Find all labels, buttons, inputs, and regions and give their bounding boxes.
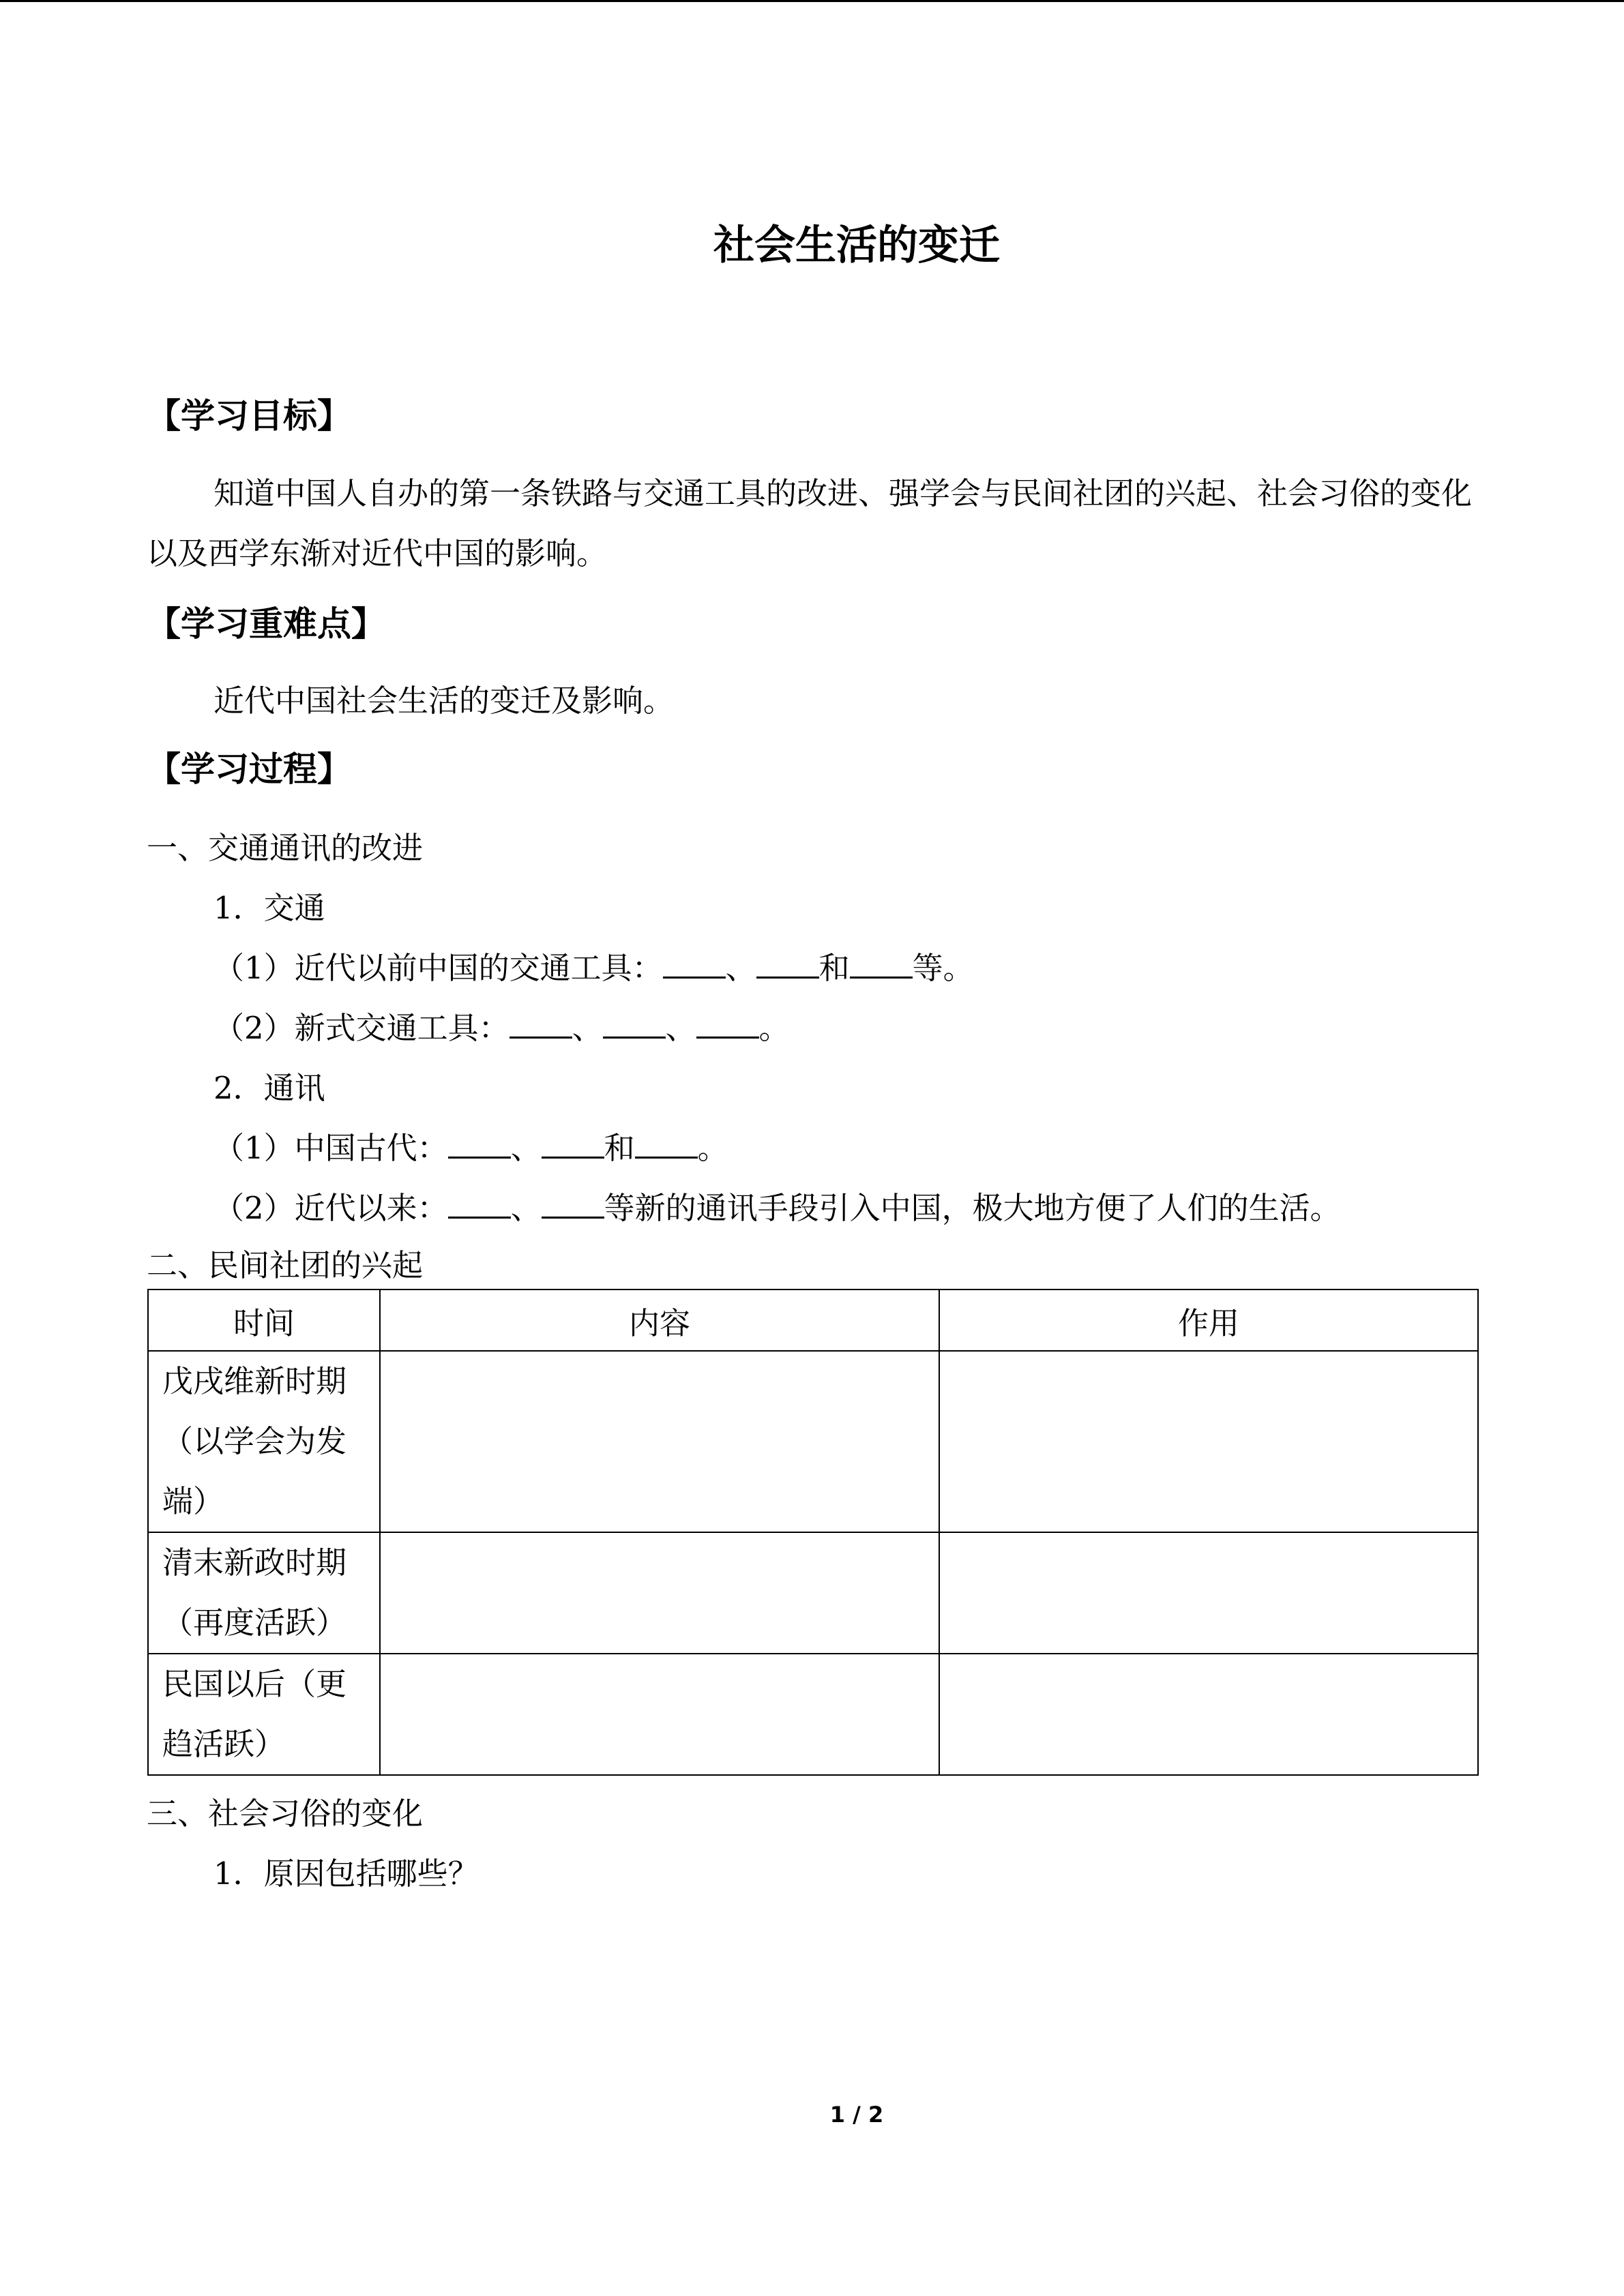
answer-blank[interactable] <box>663 949 726 979</box>
transport-q2-suffix: 。 <box>758 1010 790 1046</box>
row-effect-cell[interactable] <box>939 1351 1478 1532</box>
communication-q2-prefix: （2）近代以来： <box>213 1190 448 1226</box>
part1-sub-communication: 2．通讯 <box>213 1070 325 1106</box>
row-effect-cell[interactable] <box>939 1532 1478 1654</box>
row-effect-cell[interactable] <box>939 1654 1478 1775</box>
answer-blank[interactable] <box>448 1129 511 1159</box>
row-content-cell[interactable] <box>380 1654 939 1775</box>
part3-title: 三、社会习俗的变化 <box>147 1795 424 1832</box>
table-row <box>148 1654 1478 1775</box>
header-time: 时间 <box>148 1289 380 1351</box>
transport-q2 <box>213 998 790 1058</box>
answer-blank[interactable] <box>542 1189 604 1219</box>
part1-title: 一、交通通讯的改进 <box>147 830 424 866</box>
answer-blank[interactable] <box>756 949 819 979</box>
answer-blank[interactable] <box>448 1189 511 1219</box>
separator: 、 <box>725 950 756 986</box>
row-time-cell: 戊戌维新时期（以学会为发端） <box>148 1351 380 1532</box>
communication-q1-suffix: 。 <box>697 1130 728 1166</box>
separator: 和 <box>818 950 850 986</box>
separator: 、 <box>510 1190 542 1226</box>
communication-q1 <box>213 1118 728 1178</box>
answer-blank[interactable] <box>510 1009 572 1039</box>
transport-q2-prefix: （2）新式交通工具： <box>213 1010 510 1046</box>
part2-title: 二、民间社团的兴起 <box>147 1247 424 1283</box>
communication-q2 <box>213 1178 1341 1238</box>
header-effect: 作用 <box>939 1289 1478 1351</box>
table-row <box>148 1351 1478 1532</box>
separator: 、 <box>572 1010 603 1046</box>
page-top-border <box>0 0 1624 2</box>
part1-sub-transport: 1．交通 <box>213 890 325 926</box>
table-header-row <box>148 1289 1478 1351</box>
communication-q1-prefix: （1）中国古代： <box>213 1130 448 1166</box>
table-row <box>148 1532 1478 1654</box>
header-content: 内容 <box>380 1289 939 1351</box>
answer-blank[interactable] <box>850 949 913 979</box>
goals-heading: 【学习目标】 <box>147 396 351 436</box>
separator: 、 <box>510 1130 542 1166</box>
row-time-cell: 民国以后（更趋活跃） <box>148 1654 380 1775</box>
transport-q1-prefix: （1）近代以前中国的交通工具： <box>213 950 663 986</box>
key-points-heading: 【学习重难点】 <box>147 604 385 644</box>
page-number: 1 / 2 <box>829 2102 884 2128</box>
answer-blank[interactable] <box>696 1009 759 1039</box>
separator: 和 <box>604 1130 635 1166</box>
societies-table <box>147 1289 1479 1776</box>
transport-q1-suffix: 等。 <box>912 950 974 986</box>
row-time-cell: 清末新政时期（再度活跃） <box>148 1532 380 1654</box>
answer-blank[interactable] <box>635 1129 698 1159</box>
transport-q1 <box>213 938 974 998</box>
page-title: 社会生活的变迁 <box>713 222 1000 269</box>
row-content-cell[interactable] <box>380 1351 939 1532</box>
answer-blank[interactable] <box>603 1009 666 1039</box>
goals-text: 知道中国人自办的第一条铁路与交通工具的改进、强学会与民间社团的兴起、社会习俗的变化以及西学东渐对近代中国的影响。 <box>147 475 1473 571</box>
separator: 、 <box>665 1010 696 1046</box>
customs-q1: 1．原因包括哪些？ <box>213 1855 479 1892</box>
communication-q2-suffix: 等新的通讯手段引入中国，极大地方便了人们的生活。 <box>604 1190 1341 1226</box>
row-content-cell[interactable] <box>380 1532 939 1654</box>
answer-blank[interactable] <box>542 1129 604 1159</box>
key-points-text: 近代中国社会生活的变迁及影响。 <box>213 683 675 719</box>
process-heading: 【学习过程】 <box>147 749 351 789</box>
